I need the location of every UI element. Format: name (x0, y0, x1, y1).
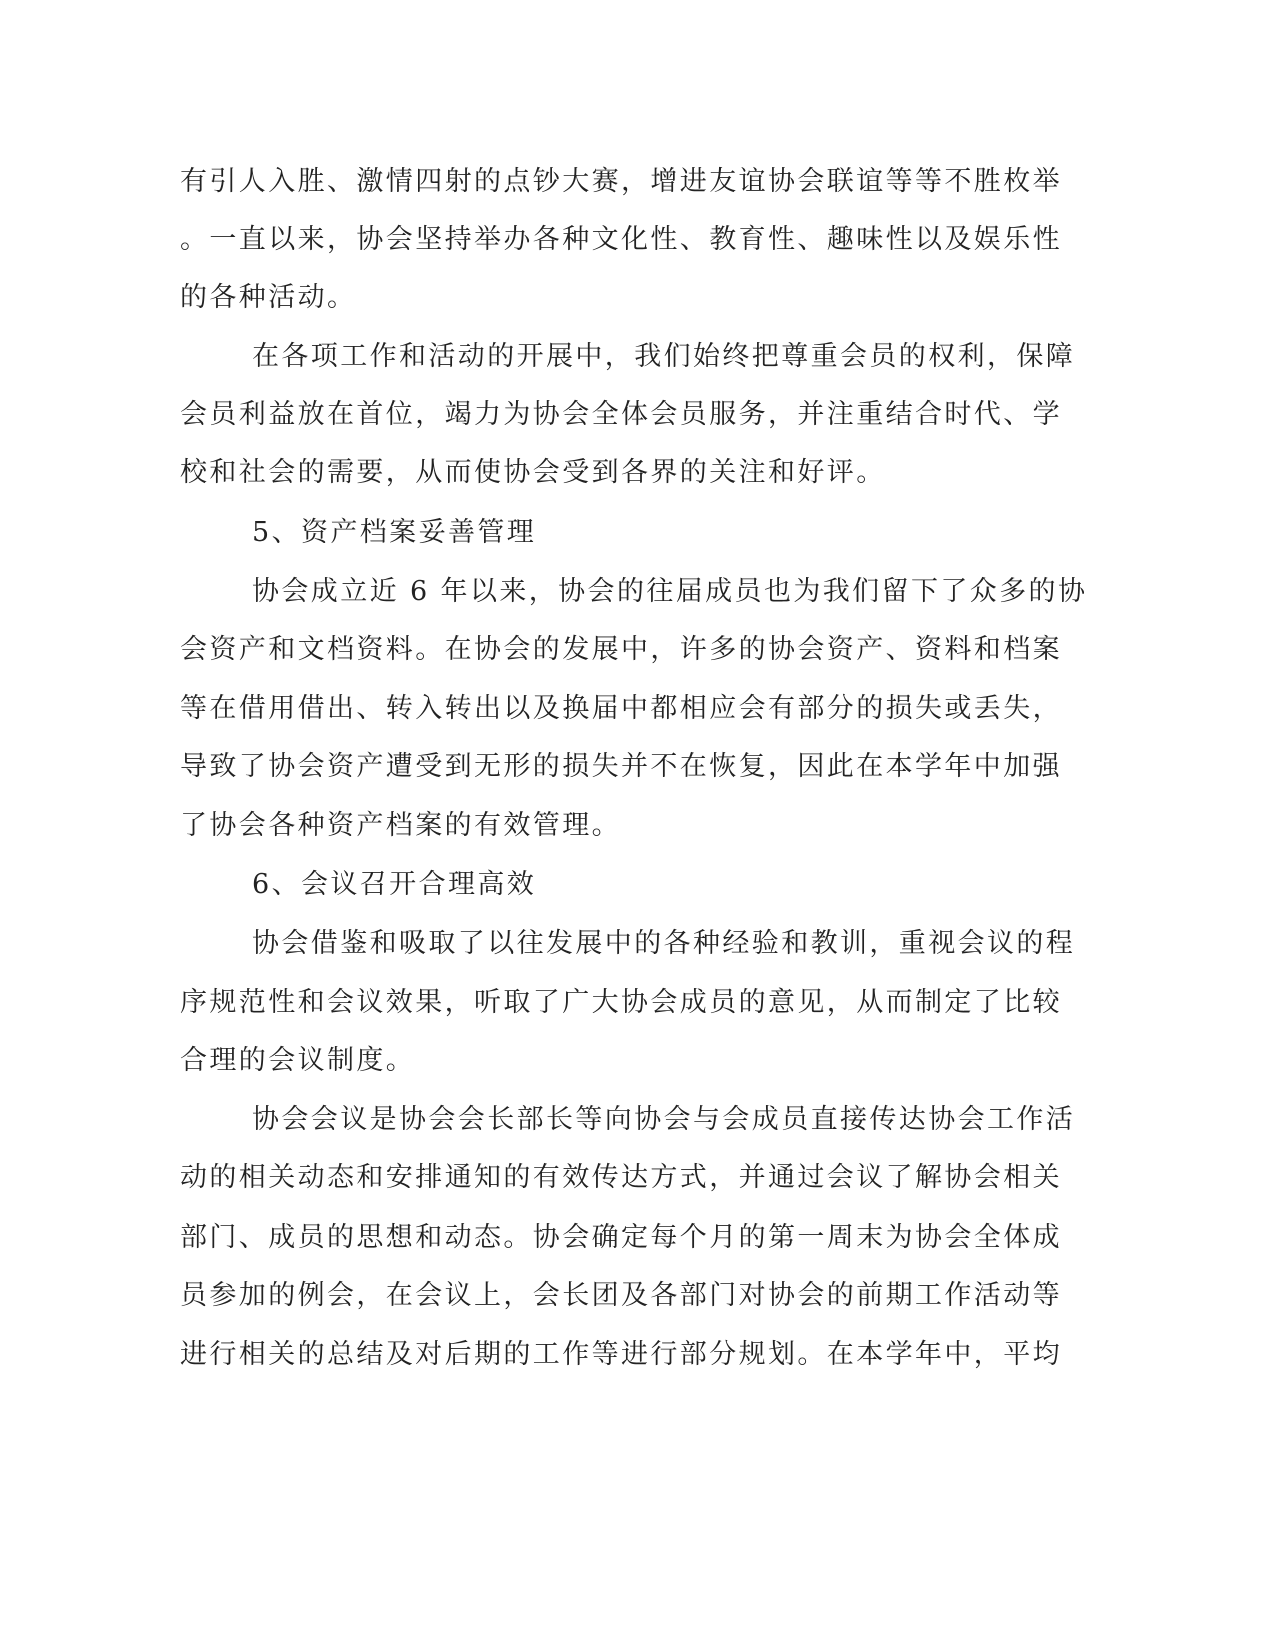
paragraph-first-line: 协会会议是协会会长部长等向协会与会成员直接传达协会工作活 (252, 1104, 1076, 1135)
text-line: 等在借用借出、转入转出以及换届中都相应会有部分的损失或丢失， (180, 693, 1062, 724)
text-line: 合理的会议制度。 (180, 1045, 416, 1076)
paragraph-first-line: 在各项工作和活动的开展中，我们始终把尊重会员的权利，保障 (252, 341, 1076, 372)
section-heading: 6、会议召开合理高效 (252, 869, 537, 900)
text-line: 会员利益放在首位，竭力为协会全体会员服务，并注重结合时代、学 (180, 399, 1062, 430)
text-line: 员参加的例会，在会议上，会长团及各部门对协会的前期工作活动等 (180, 1280, 1062, 1311)
text-line: 校和社会的需要，从而使协会受到各界的关注和好评。 (180, 457, 886, 488)
text-line: 有引人入胜、激情四射的点钞大赛，增进友谊协会联谊等等不胜枚举 (180, 166, 1062, 197)
text-line: 。一直以来，协会坚持举办各种文化性、教育性、趣味性以及娱乐性 (180, 224, 1062, 255)
text-line: 了协会各种资产档案的有效管理。 (180, 810, 621, 841)
text-line: 部门、成员的思想和动态。协会确定每个月的第一周末为协会全体成 (180, 1222, 1062, 1253)
text-line: 序规范性和会议效果，听取了广大协会成员的意见，从而制定了比较 (180, 987, 1062, 1018)
section-heading: 5、资产档案妥善管理 (252, 517, 537, 548)
text-line: 导致了协会资产遭受到无形的损失并不在恢复，因此在本学年中加强 (180, 751, 1062, 782)
paragraph-first-line: 协会成立近 6 年以来，协会的往届成员也为我们留下了众多的协 (252, 576, 1088, 607)
text-line: 的各种活动。 (180, 282, 357, 313)
text-line: 进行相关的总结及对后期的工作等进行部分规划。在本学年中，平均 (180, 1339, 1062, 1370)
text-line: 动的相关动态和安排通知的有效传达方式，并通过会议了解协会相关 (180, 1162, 1062, 1193)
paragraph-first-line: 协会借鉴和吸取了以往发展中的各种经验和教训，重视会议的程 (252, 928, 1076, 959)
text-line: 会资产和文档资料。在协会的发展中，许多的协会资产、资料和档案 (180, 634, 1062, 665)
